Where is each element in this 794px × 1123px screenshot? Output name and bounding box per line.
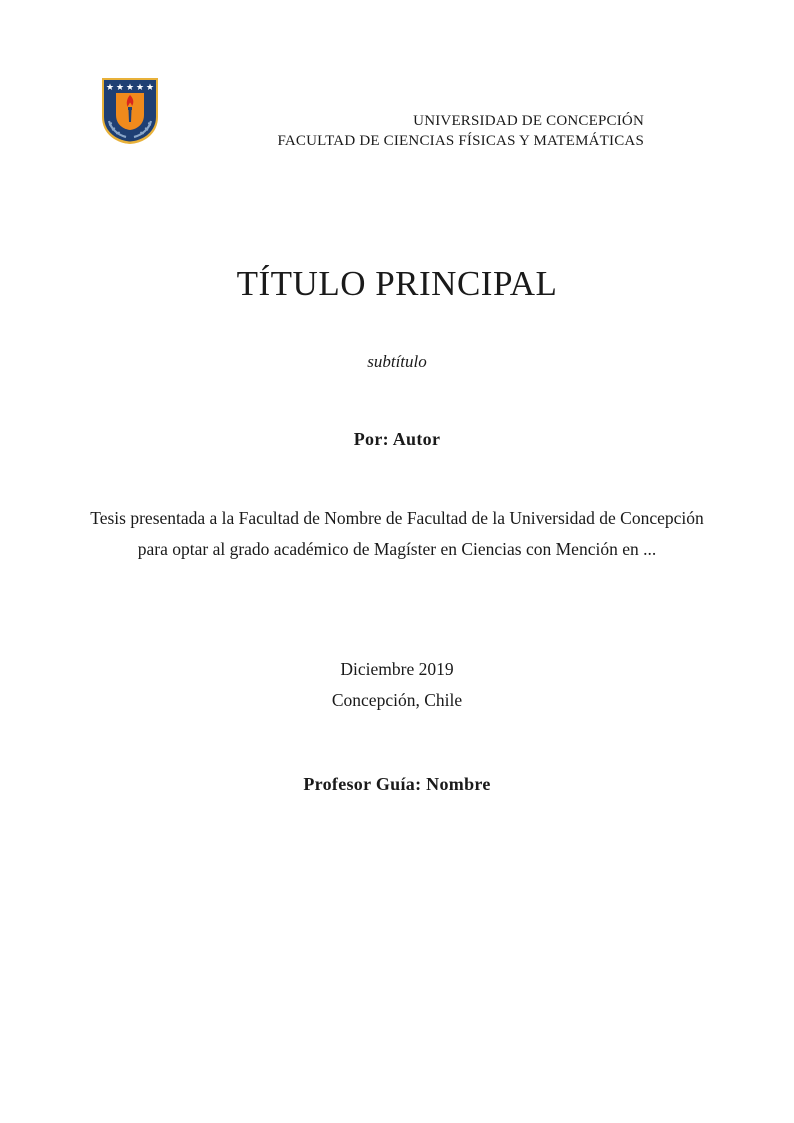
author-line: Por: Autor bbox=[353, 429, 441, 449]
page-title: TÍTULO PRINCIPAL bbox=[236, 264, 558, 303]
place: Concepción, Chile bbox=[331, 690, 463, 710]
page-subtitle: subtítulo bbox=[367, 352, 427, 371]
university-name: UNIVERSIDAD DE CONCEPCIÓN bbox=[413, 113, 644, 129]
institution-header bbox=[277, 111, 644, 151]
advisor-line: Profesor Guía: Nombre bbox=[303, 774, 491, 794]
university-crest-icon bbox=[101, 77, 159, 145]
date: Diciembre 2019 bbox=[340, 659, 454, 679]
faculty-name: FACULTAD DE CIENCIAS FÍSICAS Y MATEMÁTICAS bbox=[277, 133, 644, 149]
thesis-statement: Tesis presentada a la Facultad de Nombre de Facultad de la Universidad de Concepción para optar al grado académico de Magíster en Ciencias con Mención en ... bbox=[90, 508, 704, 559]
date-place-block bbox=[0, 654, 794, 716]
